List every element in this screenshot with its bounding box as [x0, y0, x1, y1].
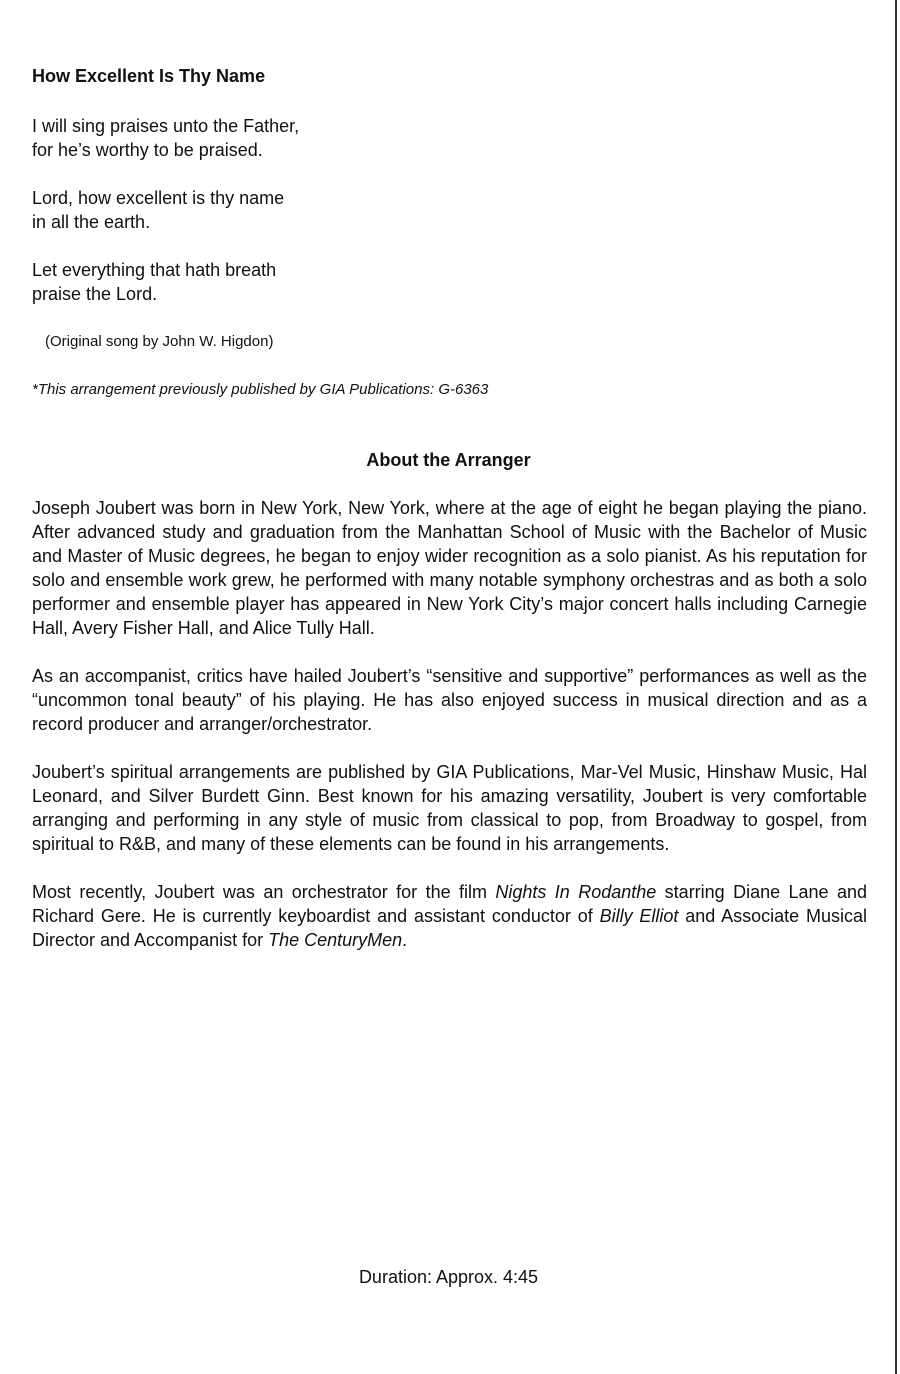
duration: Duration: Approx. 4:45 [358, 1267, 539, 1287]
lyrics-stanza [32, 114, 299, 162]
show-title: Billy Elliot [599, 906, 679, 926]
lyric-line: in all the earth. [32, 212, 151, 232]
film-title: Nights In Rodanthe [495, 882, 657, 902]
lyrics-stanza [32, 258, 299, 306]
lyric-line: for he’s worthy to be praised. [32, 140, 263, 160]
bio-text: starring Diane Lane and Richard Gere. He is currently keyboardist and assistant conductor of [32, 882, 867, 926]
bio-paragraph: As an accompanist, critics have hailed Joubert’s “sensitive and supportive” performances as well as the “uncommon tonal beauty” of his playing. He has also enjoyed success in musical direction and as a record producer and arranger/orchestrator. [32, 666, 867, 734]
lyric-line: I will sing praises unto the Father, [32, 116, 300, 136]
bio-text: and Associate Musical Director and Accompanist for [32, 906, 868, 950]
bio-text: Most recently, Joubert was an orchestrator for the film [32, 882, 496, 902]
song-title: How Excellent Is Thy Name [32, 66, 266, 86]
arranger-bio [32, 496, 867, 976]
about-arranger-heading: About the Arranger [366, 450, 531, 470]
bio-paragraph [32, 880, 867, 952]
lyrics-stanza [32, 186, 299, 234]
lyrics [32, 114, 299, 330]
bio-text: . [402, 930, 408, 950]
bio-paragraph: Joubert’s spiritual arrangements are published by GIA Publications, Mar-Vel Music, Hinshaw Music, Hal Leonard, and Silver Burdett Ginn. Best known for his amazing versatility, Joubert is very comfortable arranging and performing in any style of music from classical to pop, from Broadway to gospel, from spiritual to R&B, and many of these elements can be found in his arrangements. [32, 762, 867, 854]
song-credit: (Original song by John W. Higdon) [45, 333, 274, 350]
group-name: The CenturyMen [268, 930, 403, 950]
lyric-line: Let everything that hath breath [32, 260, 277, 280]
lyric-line: Lord, how excellent is thy name [32, 188, 285, 208]
bio-paragraph: Joseph Joubert was born in New York, New York, where at the age of eight he began playing the piano. After advanced study and graduation from the Manhattan School of Music with the Bachelor of Music and Master of Music degrees, he began to enjoy wider recognition as a solo pianist. As his reputation for solo and ensemble work grew, he performed with many notable symphony orchestras and as both a solo performer and ensemble player has appeared in New York City’s major concert halls including Carnegie Hall, Avery Fisher Hall, and Alice Tully Hall. [32, 498, 867, 638]
publication-note: *This arrangement previously published by GIA Publications: G-6363 [32, 381, 489, 398]
lyric-line: praise the Lord. [32, 284, 158, 304]
